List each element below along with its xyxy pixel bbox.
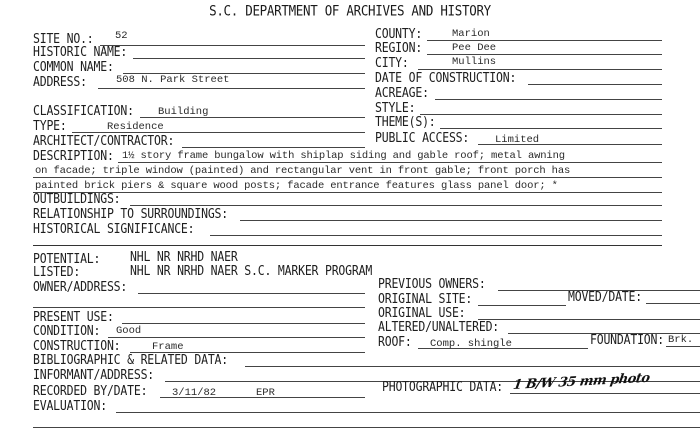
bibliographic-label: BIBLIOGRAPHIC & RELATED DATA: bbox=[33, 351, 228, 368]
present-use-line bbox=[122, 323, 365, 324]
listed-options: NHL NR NRHD NAER S.C. MARKER PROGRAM bbox=[130, 262, 373, 279]
condition-label: CONDITION: bbox=[33, 322, 101, 339]
public-access-label: PUBLIC ACCESS: bbox=[375, 129, 470, 146]
condition-line bbox=[108, 337, 365, 338]
moved-date-label: MOVED/DATE: bbox=[568, 288, 642, 305]
foundation-line bbox=[666, 346, 700, 347]
public-access-value: Limited bbox=[495, 134, 540, 146]
original-use-label: ORIGINAL USE: bbox=[378, 304, 466, 321]
address-line bbox=[98, 88, 365, 89]
date-of-construction-line bbox=[528, 84, 662, 85]
form-title: S.C. DEPARTMENT OF ARCHIVES AND HISTORY bbox=[209, 2, 491, 19]
description-line-1 bbox=[118, 162, 662, 163]
foundation-value: Brk. bbox=[668, 334, 694, 346]
description-text-2: on facade; triple window (painted) and rectangular vent in front gable; front porch has bbox=[35, 165, 571, 177]
relationship-label: RELATIONSHIP TO SURROUNDINGS: bbox=[33, 205, 228, 222]
significance-label: HISTORICAL SIGNIFICANCE: bbox=[33, 220, 195, 237]
outbuildings-label: OUTBUILDINGS: bbox=[33, 190, 121, 207]
site-no-line bbox=[100, 45, 365, 46]
county-label: COUNTY: bbox=[375, 25, 423, 42]
section-divider bbox=[33, 245, 662, 246]
address-label: ADDRESS: bbox=[33, 73, 87, 90]
description-text-3: painted brick piers & square wood posts; facade entrance features glass panel door; * bbox=[35, 180, 558, 192]
acreage-line bbox=[435, 99, 662, 100]
classification-label: CLASSIFICATION: bbox=[33, 102, 134, 119]
informant-label: INFORMANT/ADDRESS: bbox=[33, 366, 155, 383]
style-line bbox=[420, 114, 662, 115]
county-value: Marion bbox=[452, 28, 490, 40]
relationship-line bbox=[240, 220, 662, 221]
acreage-label: ACREAGE: bbox=[375, 84, 429, 101]
historic-name-label: HISTORIC NAME: bbox=[33, 43, 128, 60]
owner-address-label: OWNER/ADDRESS: bbox=[33, 278, 128, 295]
bibliographic-line bbox=[245, 366, 700, 367]
foundation-label: FOUNDATION: bbox=[590, 331, 664, 348]
historic-name-line bbox=[133, 58, 365, 59]
construction-value: Frame bbox=[152, 341, 184, 353]
site-no-label: SITE NO.: bbox=[33, 30, 94, 47]
county-line bbox=[427, 40, 662, 41]
evaluation-line-2 bbox=[33, 427, 700, 428]
description-label: DESCRIPTION: bbox=[33, 147, 114, 164]
owner-address-line bbox=[138, 293, 365, 294]
listed-label: LISTED: bbox=[33, 263, 81, 280]
photographic-line bbox=[510, 393, 700, 394]
date-of-construction-label: DATE OF CONSTRUCTION: bbox=[375, 69, 517, 86]
condition-value: Good bbox=[116, 325, 142, 337]
photographic-value: 1 B/W 35 mm photo bbox=[512, 370, 651, 393]
themes-label: THEME(S): bbox=[375, 113, 436, 130]
type-label: TYPE: bbox=[33, 117, 67, 134]
site-no-value: 52 bbox=[115, 30, 128, 42]
architect-line bbox=[182, 147, 365, 148]
style-label: STYLE: bbox=[375, 99, 416, 116]
significance-line bbox=[210, 235, 662, 236]
original-site-label: ORIGINAL SITE: bbox=[378, 290, 473, 307]
type-value: Residence bbox=[107, 121, 164, 133]
classification-value: Building bbox=[158, 106, 209, 118]
roof-value: Comp. shingle bbox=[430, 338, 512, 350]
original-site-line bbox=[478, 305, 566, 306]
owner-address-line-2 bbox=[33, 307, 365, 308]
potential-options: NHL NR NRHD NAER bbox=[130, 248, 238, 265]
recorded-date-value: 3/11/82 bbox=[172, 387, 217, 399]
evaluation-label: EVALUATION: bbox=[33, 397, 107, 414]
description-text-1: 1½ story frame bungalow with shiplap siding and gable roof; metal awning bbox=[122, 150, 565, 162]
present-use-label: PRESENT USE: bbox=[33, 308, 114, 325]
city-label: CITY: bbox=[375, 54, 409, 71]
recorded-by-value: EPR bbox=[256, 387, 275, 399]
address-value: 508 N. Park Street bbox=[116, 74, 230, 86]
previous-owners-label: PREVIOUS OWNERS: bbox=[378, 275, 486, 292]
region-label: REGION: bbox=[375, 39, 423, 56]
construction-label: CONSTRUCTION: bbox=[33, 337, 121, 354]
city-value: Mullins bbox=[452, 56, 497, 68]
roof-label: ROOF: bbox=[378, 333, 412, 350]
altered-label: ALTERED/UNALTERED: bbox=[378, 318, 500, 335]
common-name-label: COMMON NAME: bbox=[33, 58, 114, 75]
recorded-by-label: RECORDED BY/DATE: bbox=[33, 382, 148, 399]
architect-label: ARCHITECT/CONTRACTOR: bbox=[33, 132, 175, 149]
description-line-3 bbox=[33, 192, 662, 193]
description-line-2 bbox=[33, 177, 662, 178]
region-value: Pee Dee bbox=[452, 42, 497, 54]
moved-date-line bbox=[646, 303, 700, 304]
evaluation-line bbox=[116, 412, 700, 413]
potential-label: POTENTIAL: bbox=[33, 250, 101, 267]
original-use-line bbox=[478, 319, 700, 320]
themes-line bbox=[440, 128, 662, 129]
photographic-label: PHOTOGRAPHIC DATA: bbox=[382, 378, 504, 395]
region-line bbox=[427, 54, 662, 55]
